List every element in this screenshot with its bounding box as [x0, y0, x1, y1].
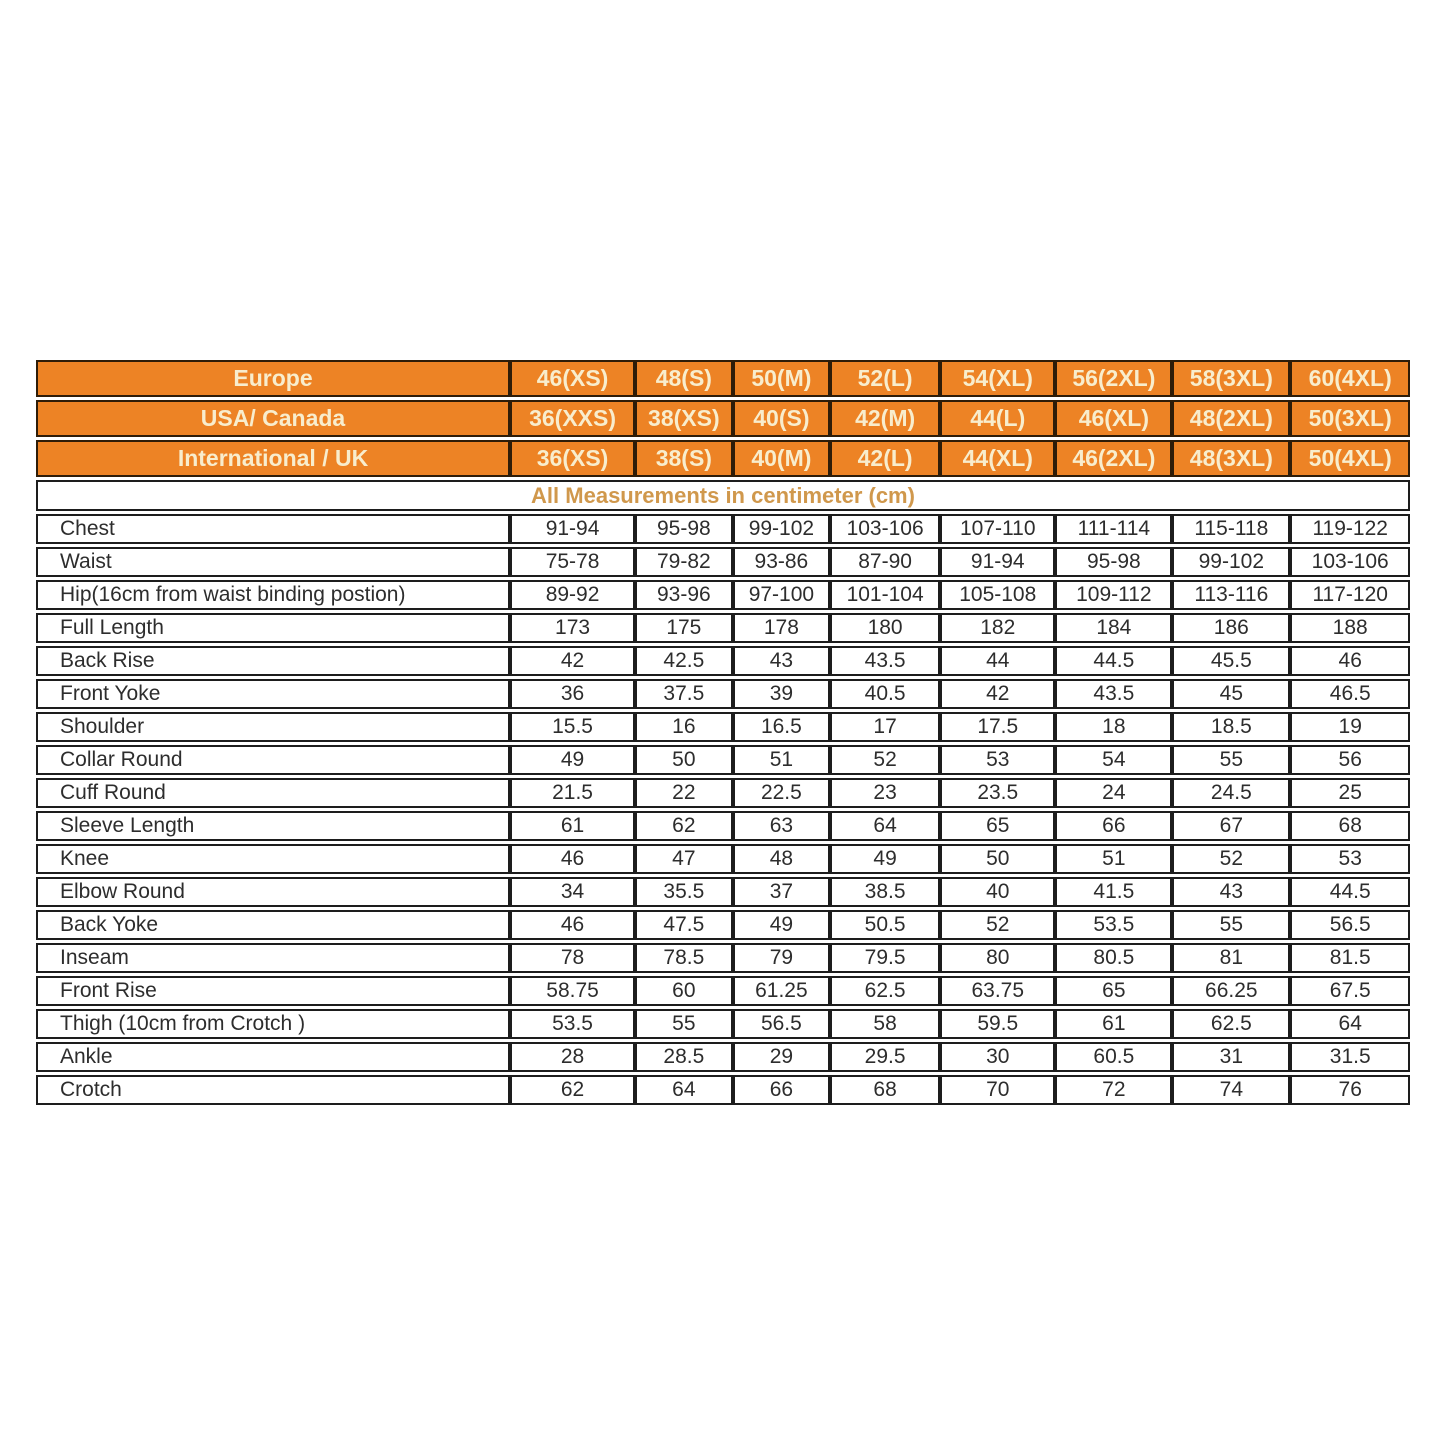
measurement-value: 60	[635, 976, 733, 1006]
measurement-value: 22.5	[733, 778, 831, 808]
measurement-value: 182	[940, 613, 1055, 643]
measurement-label: Full Length	[36, 613, 510, 643]
measurement-value: 25	[1290, 778, 1410, 808]
measurement-value: 52	[940, 910, 1055, 940]
measurement-value: 52	[1172, 844, 1290, 874]
measurement-value: 61	[1055, 1009, 1172, 1039]
measurement-value: 53	[940, 745, 1055, 775]
measurement-value: 50	[635, 745, 733, 775]
measurement-value: 81	[1172, 943, 1290, 973]
measurement-value: 29.5	[830, 1042, 940, 1072]
measurement-value: 46	[510, 910, 635, 940]
size-chart-table	[36, 357, 1410, 1108]
size-value: 52(L)	[830, 360, 940, 397]
measurement-value: 17	[830, 712, 940, 742]
measurement-value: 64	[1290, 1009, 1410, 1039]
measurement-value: 175	[635, 613, 733, 643]
measurement-value: 56.5	[733, 1009, 831, 1039]
measurement-value: 63	[733, 811, 831, 841]
measurement-value: 66	[1055, 811, 1172, 841]
measurement-value: 87-90	[830, 547, 940, 577]
measurement-value: 80	[940, 943, 1055, 973]
measurement-label: Front Yoke	[36, 679, 510, 709]
measurement-value: 173	[510, 613, 635, 643]
measurement-value: 113-116	[1172, 580, 1290, 610]
measurement-value: 103-106	[1290, 547, 1410, 577]
measurement-value: 47	[635, 844, 733, 874]
measurement-value: 74	[1172, 1075, 1290, 1105]
measurement-value: 53.5	[510, 1009, 635, 1039]
table-row	[36, 1042, 1410, 1072]
measurement-value: 41.5	[1055, 877, 1172, 907]
table-row	[36, 580, 1410, 610]
measurement-value: 62	[510, 1075, 635, 1105]
measurement-value: 49	[733, 910, 831, 940]
measurement-value: 48	[733, 844, 831, 874]
measurement-value: 72	[1055, 1075, 1172, 1105]
measurement-label: Waist	[36, 547, 510, 577]
measurement-value: 103-106	[830, 514, 940, 544]
measurement-value: 37	[733, 877, 831, 907]
measurement-label: Crotch	[36, 1075, 510, 1105]
measurement-value: 97-100	[733, 580, 831, 610]
measurement-value: 180	[830, 613, 940, 643]
measurement-label: Ankle	[36, 1042, 510, 1072]
measurement-value: 64	[635, 1075, 733, 1105]
measurement-value: 101-104	[830, 580, 940, 610]
measurement-label: Front Rise	[36, 976, 510, 1006]
measurement-value: 63.75	[940, 976, 1055, 1006]
region-label: International / UK	[36, 440, 510, 477]
measurement-value: 67.5	[1290, 976, 1410, 1006]
measurement-value: 99-102	[1172, 547, 1290, 577]
measurement-value: 46.5	[1290, 679, 1410, 709]
measurement-value: 43.5	[1055, 679, 1172, 709]
table-row	[36, 646, 1410, 676]
table-row	[36, 910, 1410, 940]
measurement-value: 58	[830, 1009, 940, 1039]
measurement-value: 117-120	[1290, 580, 1410, 610]
table-row	[36, 943, 1410, 973]
measurement-value: 107-110	[940, 514, 1055, 544]
measurement-value: 54	[1055, 745, 1172, 775]
measurement-value: 105-108	[940, 580, 1055, 610]
measurement-value: 68	[1290, 811, 1410, 841]
size-value: 50(M)	[733, 360, 831, 397]
measurement-value: 16	[635, 712, 733, 742]
measurement-value: 19	[1290, 712, 1410, 742]
measurement-value: 42	[510, 646, 635, 676]
size-value: 58(3XL)	[1172, 360, 1290, 397]
measurement-label: Thigh (10cm from Crotch )	[36, 1009, 510, 1039]
measurement-value: 67	[1172, 811, 1290, 841]
measurement-label: Elbow Round	[36, 877, 510, 907]
measurement-value: 93-96	[635, 580, 733, 610]
measurement-value: 52	[830, 745, 940, 775]
measurement-value: 43	[733, 646, 831, 676]
measurement-value: 93-86	[733, 547, 831, 577]
measurement-value: 65	[1055, 976, 1172, 1006]
measurement-value: 53.5	[1055, 910, 1172, 940]
measurement-value: 17.5	[940, 712, 1055, 742]
size-value: 36(XXS)	[510, 400, 635, 437]
measurement-value: 58.75	[510, 976, 635, 1006]
measurement-value: 80.5	[1055, 943, 1172, 973]
measurement-value: 28.5	[635, 1042, 733, 1072]
size-value: 50(3XL)	[1290, 400, 1410, 437]
measurement-value: 46	[510, 844, 635, 874]
table-row	[36, 1009, 1410, 1039]
measurement-value: 61	[510, 811, 635, 841]
measurement-value: 23	[830, 778, 940, 808]
measurement-value: 37.5	[635, 679, 733, 709]
measurement-value: 62.5	[830, 976, 940, 1006]
measurement-value: 24.5	[1172, 778, 1290, 808]
table-row	[36, 712, 1410, 742]
measurement-value: 46	[1290, 646, 1410, 676]
measurement-value: 79	[733, 943, 831, 973]
measurement-value: 49	[830, 844, 940, 874]
measurement-value: 50	[940, 844, 1055, 874]
measurement-value: 62	[635, 811, 733, 841]
size-value: 40(M)	[733, 440, 831, 477]
measurement-value: 188	[1290, 613, 1410, 643]
units-note: All Measurements in centimeter (cm)	[36, 480, 1410, 511]
measurement-value: 60.5	[1055, 1042, 1172, 1072]
measurement-value: 50.5	[830, 910, 940, 940]
measurement-value: 23.5	[940, 778, 1055, 808]
measurement-value: 89-92	[510, 580, 635, 610]
table-row	[36, 745, 1410, 775]
measurement-value: 56	[1290, 745, 1410, 775]
region-label: USA/ Canada	[36, 400, 510, 437]
measurement-value: 43	[1172, 877, 1290, 907]
size-value: 46(XS)	[510, 360, 635, 397]
measurement-value: 64	[830, 811, 940, 841]
measurement-value: 184	[1055, 613, 1172, 643]
measurement-value: 109-112	[1055, 580, 1172, 610]
size-value: 42(M)	[830, 400, 940, 437]
table-row	[36, 1075, 1410, 1105]
measurement-value: 51	[733, 745, 831, 775]
measurement-label: Cuff Round	[36, 778, 510, 808]
size-value: 46(XL)	[1055, 400, 1172, 437]
table-row	[36, 811, 1410, 841]
measurement-value: 44	[940, 646, 1055, 676]
measurement-value: 61.25	[733, 976, 831, 1006]
table-row	[36, 778, 1410, 808]
measurement-value: 39	[733, 679, 831, 709]
measurement-value: 70	[940, 1075, 1055, 1105]
table-row	[36, 514, 1410, 544]
measurement-label: Shoulder	[36, 712, 510, 742]
measurement-value: 65	[940, 811, 1055, 841]
measurement-value: 68	[830, 1075, 940, 1105]
measurement-label: Sleeve Length	[36, 811, 510, 841]
measurement-value: 91-94	[940, 547, 1055, 577]
measurement-value: 66.25	[1172, 976, 1290, 1006]
measurement-value: 45	[1172, 679, 1290, 709]
size-value: 60(4XL)	[1290, 360, 1410, 397]
measurement-value: 81.5	[1290, 943, 1410, 973]
measurement-value: 47.5	[635, 910, 733, 940]
measurement-value: 53	[1290, 844, 1410, 874]
size-value: 46(2XL)	[1055, 440, 1172, 477]
measurement-value: 51	[1055, 844, 1172, 874]
measurement-value: 99-102	[733, 514, 831, 544]
measurement-value: 79-82	[635, 547, 733, 577]
size-value: 48(2XL)	[1172, 400, 1290, 437]
measurement-label: Back Rise	[36, 646, 510, 676]
table-row	[36, 877, 1410, 907]
size-value: 38(S)	[635, 440, 733, 477]
size-value: 56(2XL)	[1055, 360, 1172, 397]
measurement-value: 119-122	[1290, 514, 1410, 544]
measurement-value: 18.5	[1172, 712, 1290, 742]
table-row	[36, 844, 1410, 874]
measurement-value: 56.5	[1290, 910, 1410, 940]
size-value: 38(XS)	[635, 400, 733, 437]
measurement-value: 55	[635, 1009, 733, 1039]
measurement-label: Chest	[36, 514, 510, 544]
measurement-value: 15.5	[510, 712, 635, 742]
measurement-value: 31.5	[1290, 1042, 1410, 1072]
size-value: 54(XL)	[940, 360, 1055, 397]
measurement-value: 31	[1172, 1042, 1290, 1072]
measurement-value: 78	[510, 943, 635, 973]
measurement-value: 43.5	[830, 646, 940, 676]
measurement-value: 29	[733, 1042, 831, 1072]
units-note-row	[36, 480, 1410, 511]
measurement-value: 78.5	[635, 943, 733, 973]
measurement-value: 62.5	[1172, 1009, 1290, 1039]
size-value: 48(3XL)	[1172, 440, 1290, 477]
measurement-value: 44.5	[1290, 877, 1410, 907]
size-value: 50(4XL)	[1290, 440, 1410, 477]
measurement-label: Knee	[36, 844, 510, 874]
measurement-value: 49	[510, 745, 635, 775]
measurement-value: 28	[510, 1042, 635, 1072]
size-value: 40(S)	[733, 400, 831, 437]
measurement-value: 111-114	[1055, 514, 1172, 544]
measurement-value: 91-94	[510, 514, 635, 544]
measurement-value: 45.5	[1172, 646, 1290, 676]
measurement-value: 24	[1055, 778, 1172, 808]
measurement-value: 115-118	[1172, 514, 1290, 544]
measurement-value: 75-78	[510, 547, 635, 577]
table-row	[36, 679, 1410, 709]
measurement-value: 36	[510, 679, 635, 709]
size-value: 36(XS)	[510, 440, 635, 477]
measurement-value: 42	[940, 679, 1055, 709]
measurement-value: 16.5	[733, 712, 831, 742]
measurement-value: 30	[940, 1042, 1055, 1072]
measurement-value: 186	[1172, 613, 1290, 643]
size-value: 42(L)	[830, 440, 940, 477]
measurement-label: Collar Round	[36, 745, 510, 775]
measurement-value: 40.5	[830, 679, 940, 709]
table-row	[36, 976, 1410, 1006]
region-label: Europe	[36, 360, 510, 397]
measurement-value: 95-98	[1055, 547, 1172, 577]
measurement-label: Back Yoke	[36, 910, 510, 940]
size-header-row	[36, 400, 1410, 437]
measurement-value: 22	[635, 778, 733, 808]
size-header-row	[36, 360, 1410, 397]
size-header-row	[36, 440, 1410, 477]
size-value: 44(L)	[940, 400, 1055, 437]
measurement-value: 34	[510, 877, 635, 907]
measurement-value: 66	[733, 1075, 831, 1105]
size-value: 44(XL)	[940, 440, 1055, 477]
size-value: 48(S)	[635, 360, 733, 397]
measurement-value: 55	[1172, 910, 1290, 940]
measurement-value: 18	[1055, 712, 1172, 742]
measurement-value: 42.5	[635, 646, 733, 676]
measurement-value: 79.5	[830, 943, 940, 973]
measurement-value: 44.5	[1055, 646, 1172, 676]
measurement-value: 178	[733, 613, 831, 643]
table-row	[36, 613, 1410, 643]
measurement-value: 55	[1172, 745, 1290, 775]
measurement-label: Inseam	[36, 943, 510, 973]
measurement-value: 95-98	[635, 514, 733, 544]
measurement-value: 40	[940, 877, 1055, 907]
measurement-value: 76	[1290, 1075, 1410, 1105]
measurement-value: 38.5	[830, 877, 940, 907]
measurement-label: Hip(16cm from waist binding postion)	[36, 580, 510, 610]
measurement-value: 21.5	[510, 778, 635, 808]
measurement-value: 59.5	[940, 1009, 1055, 1039]
table-row	[36, 547, 1410, 577]
measurement-value: 35.5	[635, 877, 733, 907]
